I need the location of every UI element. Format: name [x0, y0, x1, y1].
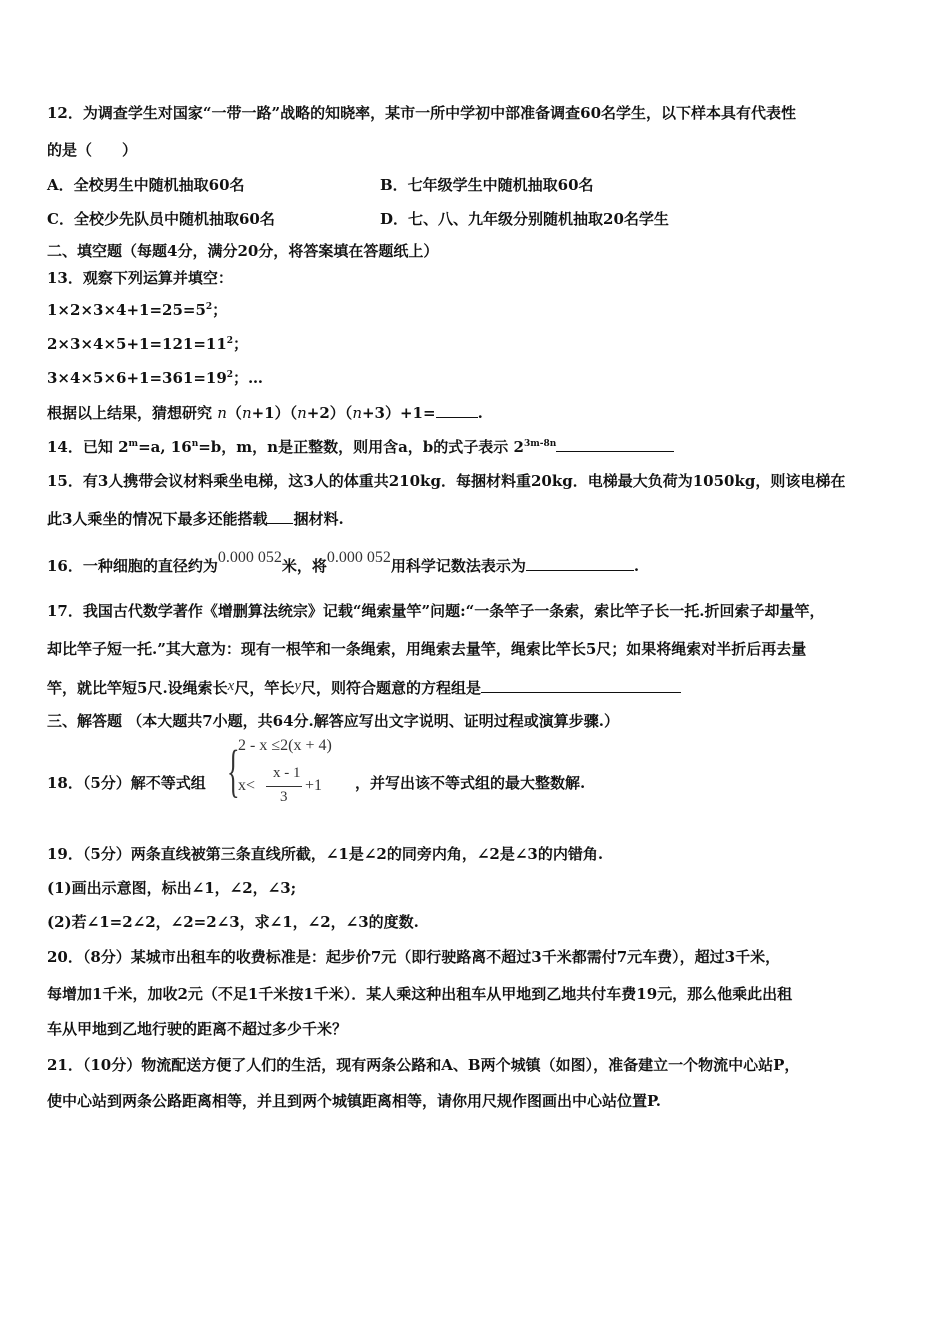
q13-eq1: $1\times 2\times 3\times 4+1=25=5^2$；	[47, 301, 228, 319]
q18-fraction-bar	[266, 786, 302, 787]
q18-prefix: 18．（5分）解不等式组	[47, 774, 206, 792]
q18-fraction-numerator: x - 1	[273, 765, 301, 781]
q12-option-c: C．全校少先队员中随机抽取60名	[47, 210, 275, 228]
q13-guess: 根据以上结果，猜想研究 n（n+1）（n+2）（n+3）+1= .	[47, 404, 483, 422]
q16-number-1: 0.000 052	[217, 549, 282, 566]
q12-line1: 12．为调查学生对国家“一带一路”战略的知晓率，某市一所中学初中部准备调查60名学生，以下样本具有代表性	[47, 104, 797, 122]
q12-line2: 的是（ ）	[47, 141, 138, 159]
section3-title: 三、解答题 （本大题共7小题，共64分.解答应写出文字说明、证明过程或演算步骤.）	[47, 712, 619, 730]
q17-answer-blank	[481, 677, 681, 693]
q18-inequality-2-lhs: x<	[238, 777, 256, 794]
q18-brace: {	[227, 738, 240, 803]
q14-line: 14．已知 $2^m=a$, $16^n=b$，m，n是正整数，则用含a，b的式子表示 $2^{3m-8n}$	[47, 436, 674, 457]
q18-inequality-1: 2 - x ≤2(x + 4)	[238, 737, 332, 754]
q20-line1: 20．（8分）某城市出租车的收费标准是：起步价7元（即行驶路离不超过3千米都需付7元车费），超过3千米，	[47, 948, 781, 966]
q18-inequality-2-rhs: +1	[305, 777, 323, 794]
q16-number-2: 0.000 052	[326, 549, 391, 566]
q17-line2: 却比竿子短一托.”其大意为：现有一根竿和一条绳索，用绳索去量竿，绳索比竿长5尺；如果将绳索对半折后再去量	[47, 640, 807, 658]
q21-line1: 21．（10分）物流配送方便了人们的生活，现有两条公路和A、B两个城镇（如图），准备建立一个物流中心站P，	[47, 1056, 800, 1074]
q20-line3: 车从甲地到乙地行驶的距离不超过多少千米？	[47, 1020, 348, 1038]
q21-line2: 使中心站到两条公路距离相等，并且到两个城镇距离相等，请你用尺规作图画出中心站位置P.	[47, 1092, 662, 1110]
q15-line1: 15．有3人携带会议材料乘坐电梯，这3人的体重共210kg．每捆材料重20kg．电梯最大负荷为1050kg，则该电梯在	[47, 472, 846, 490]
q19-line2: (1)画出示意图，标出∠1，∠2，∠3;	[47, 879, 297, 897]
q13-eq2: $2\times 3\times 4\times 5+1=121=11^2$；	[47, 335, 249, 353]
q19-line3: (2)若∠1=2∠2，∠2=2∠3，求∠1，∠2，∠3的度数.	[47, 913, 419, 931]
q18-fraction-denominator: 3	[280, 789, 288, 805]
q17-line1: 17．我国古代数学著作《增删算法统宗》记载“绳索量竿”问题:“一条竿子一条索，索比竿子长一托.折回索子却量竿，	[47, 602, 825, 620]
q12-option-b: B．七年级学生中随机抽取60名	[380, 176, 594, 194]
q15-line2: 此3人乘坐的情况下最多还能搭载 捆材料.	[47, 510, 344, 528]
q20-line2: 每增加1千米，加收2元（不足1千米按1千米）．某人乘这种出租车从甲地到乙地共付车费19元，那么他乘此出租	[47, 985, 793, 1003]
section2-title: 二、填空题（每题4分，满分20分，将答案填在答题纸上）	[47, 242, 439, 260]
q14-answer-blank	[556, 436, 674, 452]
q13-answer-blank	[436, 402, 478, 418]
q13-intro: 13．观察下列运算并填空：	[47, 269, 233, 287]
q16-line: 16．一种细胞的直径约为0.000 052米，将0.000 052用科学记数法表示为 .	[47, 549, 640, 575]
q16-answer-blank	[526, 555, 634, 571]
q12-option-a: A．全校男生中随机抽取60名	[47, 176, 245, 194]
q19-line1: 19．（5分）两条直线被第三条直线所截，∠1是∠2的同旁内角，∠2是∠3的内错角.	[47, 845, 604, 863]
q12-option-d: D．七、八、九年级分别随机抽取20名学生	[380, 210, 669, 228]
q17-line3: 竿，就比竿短5尺.设绳索长x尺，竿长y尺，则符合题意的方程组是	[47, 677, 681, 699]
q13-eq3: $3\times 4\times 5\times 6+1=361=19^2$；…	[47, 369, 264, 387]
q18-suffix: ，并写出该不等式组的最大整数解.	[355, 774, 586, 792]
q15-answer-blank	[267, 508, 293, 524]
